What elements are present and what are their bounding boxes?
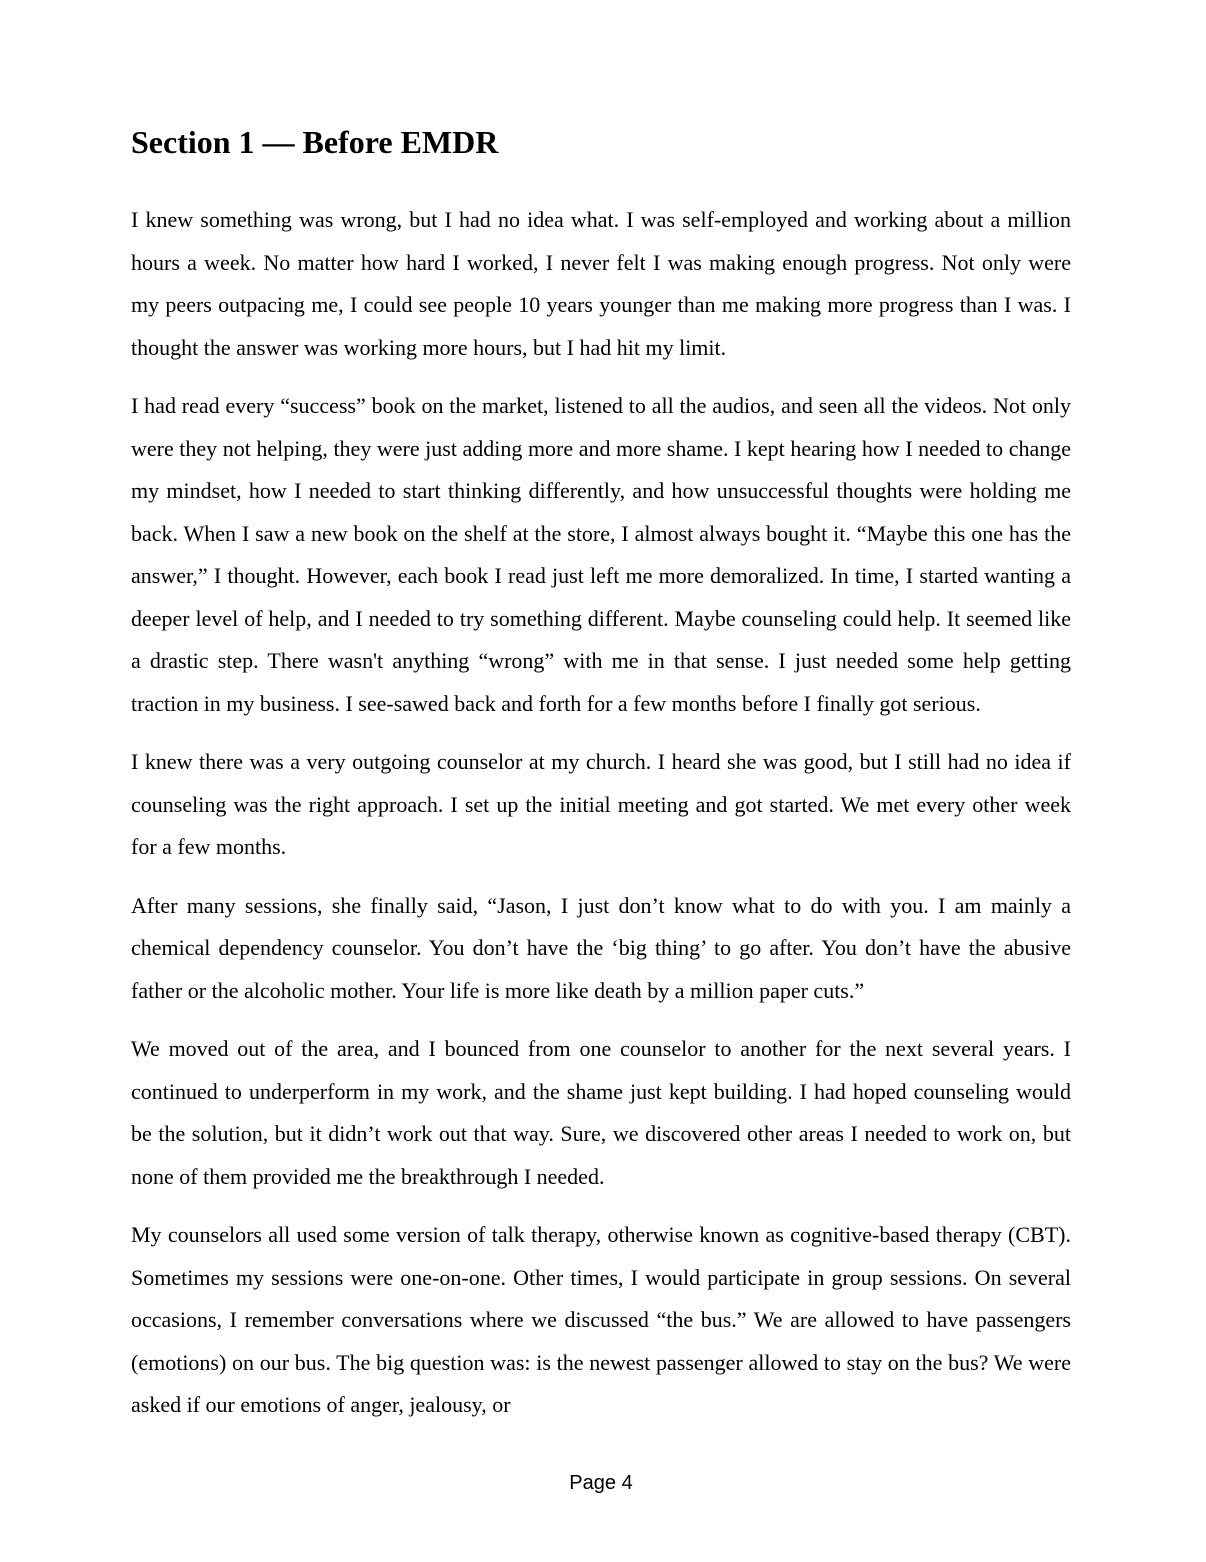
body-text [131,199,1071,1427]
body-paragraph: My counselors all used some version of talk therapy, otherwise known as cognitive-based therapy (CBT). Sometimes my sessions were one-on-one. Other times, I would participate in group sessions. On several occasions, I remember conversations where we discussed “the bus.” We are allowed to have passengers (emotions) on our bus. The big question was: is the newest passenger allowed to stay on the bus? We were asked if our emotions of anger, jealousy, or [131,1222,1071,1417]
body-paragraph: I knew there was a very outgoing counselor at my church. I heard she was good, but I still had no idea if counseling was the right approach. I set up the initial meeting and got started. We met every other week for a few months. [131,749,1071,859]
body-paragraph: After many sessions, she finally said, “Jason, I just don’t know what to do with you. I am mainly a chemical dependency counselor. You don’t have the ‘big thing’ to go after. You don’t have the abusive father or the alcoholic mother. Your life is more like death by a million paper cuts.” [131,892,1071,1003]
body-paragraph: We moved out of the area, and I bounced from one counselor to another for the next several years. I continued to underperform in my work, and the shame just kept building. I had hoped counseling would be the solution, but it didn’t work out that way. Sure, we discovered other areas I needed to work on, but none of them provided me the breakthrough I needed. [131,1036,1071,1189]
body-paragraph: I had read every “success” book on the market, listened to all the audios, and seen all the videos. Not only were they not helping, they were just adding more and more shame. I kept hearing how I needed to change my mindset, how I needed to start thinking differently, and how unsuccessful thoughts were holding me back. When I saw a new book on the shelf at the store, I almost always bought it. “Maybe this one has the answer,” I thought. However, each book I read just left me more demoralized. In time, I started wanting a deeper level of help, and I needed to try something different. Maybe counseling could help. It seemed like a drastic step. There wasn't anything “wrong” with me in that sense. I just needed some help getting traction in my business. I see-sawed back and forth for a few months before I finally got serious. [131,393,1071,716]
body-paragraph: I knew something was wrong, but I had no idea what. I was self-employed and working about a million hours a week. No matter how hard I worked, I never felt I was making enough progress. Not only were my peers outpacing me, I could see people 10 years younger than me making more progress than I was. I thought the answer was working more hours, but I had hit my limit. [131,207,1071,360]
page-number: Page 4 [569,1472,633,1494]
section-heading: Section 1 — Before EMDR [131,124,499,160]
